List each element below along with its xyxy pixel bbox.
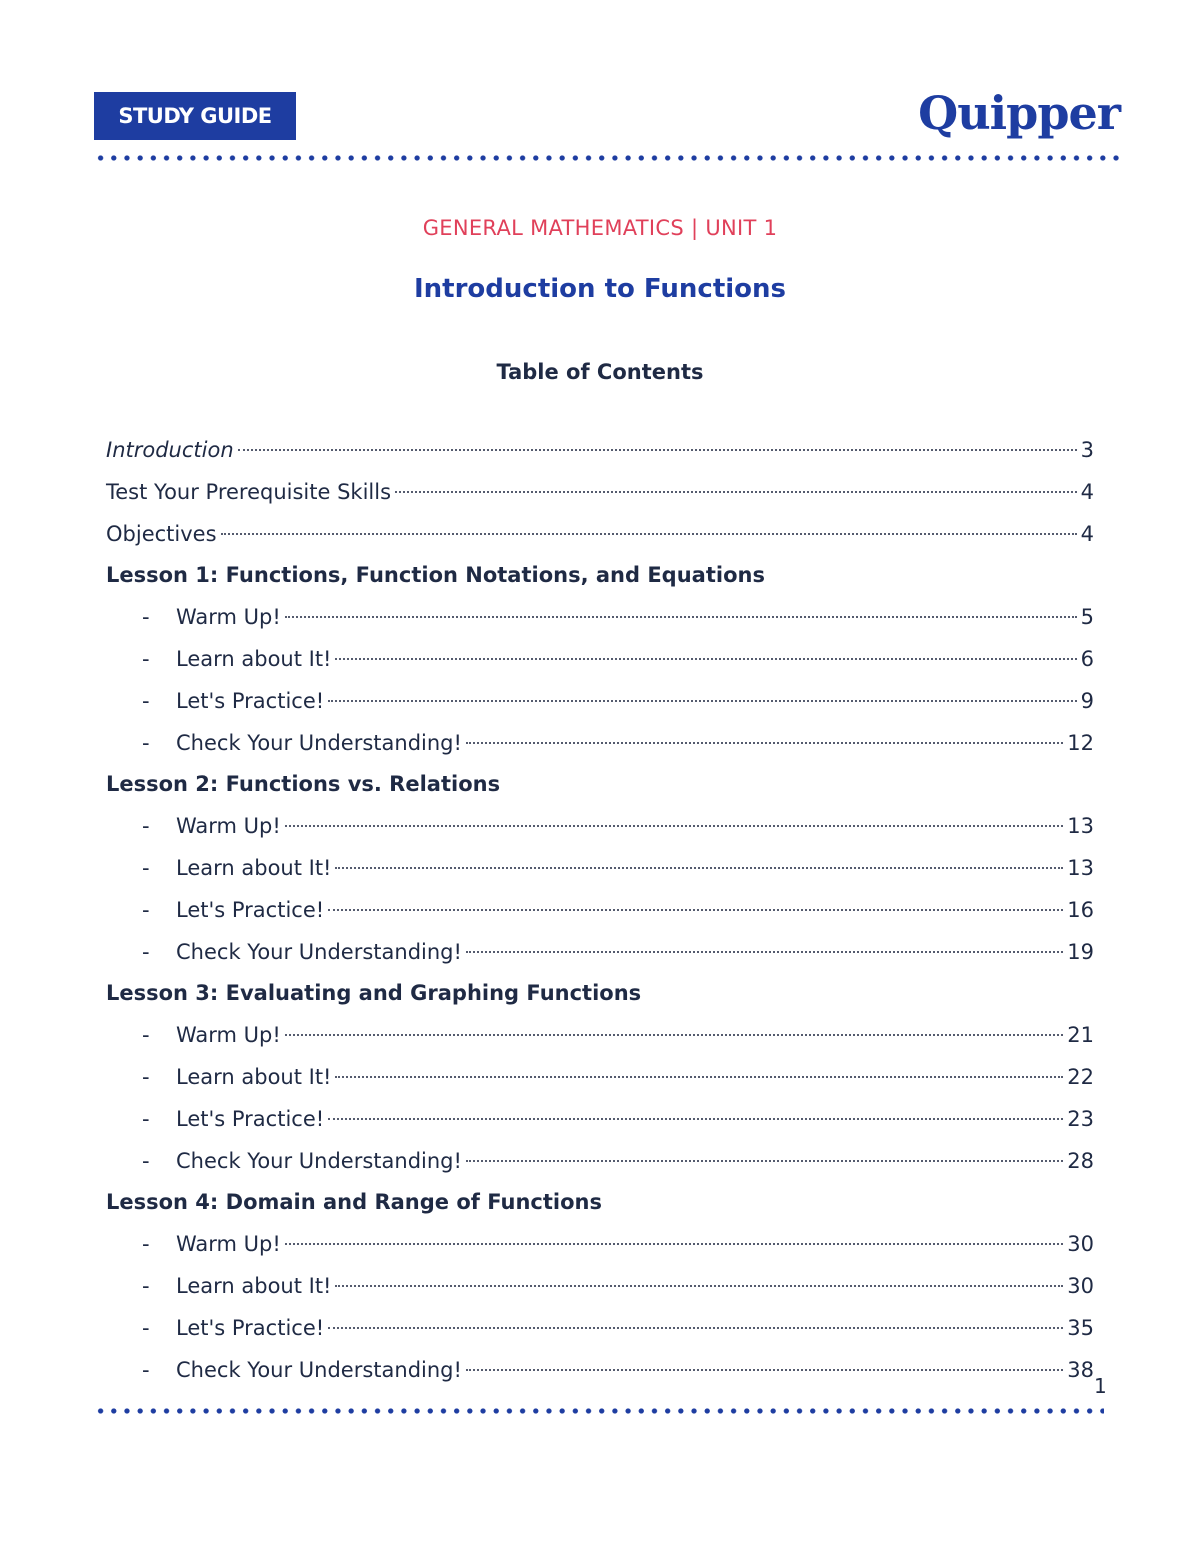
toc-dot-leader bbox=[285, 825, 1063, 827]
toc-entry-dash: - bbox=[142, 1273, 150, 1298]
toc-entry[interactable] bbox=[106, 1350, 1094, 1392]
toc-entry-dash: - bbox=[142, 1357, 150, 1382]
toc-entry[interactable] bbox=[106, 1141, 1094, 1183]
toc-dot-leader bbox=[395, 491, 1077, 493]
toc-dot-leader bbox=[328, 1118, 1063, 1120]
toc-entry-page: 4 bbox=[1080, 479, 1094, 504]
toc-dot-leader bbox=[466, 1369, 1063, 1371]
toc-entry-page: 3 bbox=[1080, 438, 1094, 462]
toc-entry-label: Learn about It! bbox=[176, 855, 332, 880]
toc-dot-leader bbox=[328, 909, 1063, 911]
toc-entry-label: Check Your Understanding! bbox=[176, 939, 462, 964]
toc-lesson-heading[interactable] bbox=[106, 764, 1094, 806]
toc-dot-leader bbox=[335, 658, 1076, 660]
top-dotted-divider bbox=[94, 155, 1124, 161]
toc-entry-dash: - bbox=[142, 855, 150, 880]
toc-entry-label: Introduction bbox=[106, 438, 234, 462]
bottom-dotted-divider bbox=[94, 1408, 1104, 1414]
toc-dot-leader bbox=[238, 449, 1077, 451]
toc-heading: Table of Contents bbox=[496, 360, 704, 384]
toc-entry-label: Warm Up! bbox=[176, 1232, 281, 1257]
toc-entry-page: 28 bbox=[1067, 1148, 1094, 1173]
table-of-contents bbox=[106, 430, 1094, 1391]
toc-entry-label: Let's Practice! bbox=[176, 688, 325, 713]
toc-entry-dash: - bbox=[142, 939, 150, 964]
toc-dot-leader bbox=[328, 700, 1076, 702]
study-guide-badge: STUDY GUIDE bbox=[94, 92, 296, 140]
toc-entry[interactable] bbox=[106, 1099, 1094, 1141]
toc-entry-dash: - bbox=[142, 1232, 150, 1257]
toc-entry-dash: - bbox=[142, 605, 150, 630]
toc-entry-label: Lesson 3: Evaluating and Graphing Functions bbox=[106, 981, 642, 1006]
toc-entry-page: 13 bbox=[1067, 814, 1094, 839]
toc-entry-page: 38 bbox=[1067, 1357, 1094, 1382]
toc-entry-dash: - bbox=[142, 646, 150, 671]
toc-dot-leader bbox=[285, 616, 1077, 618]
toc-entry-page: 16 bbox=[1067, 897, 1094, 922]
toc-entry-dash: - bbox=[142, 897, 150, 922]
toc-entry[interactable] bbox=[106, 597, 1094, 639]
toc-entry-page: 5 bbox=[1080, 605, 1094, 630]
toc-dot-leader bbox=[285, 1243, 1063, 1245]
toc-entry[interactable] bbox=[106, 723, 1094, 765]
toc-entry-dash: - bbox=[142, 688, 150, 713]
toc-entry[interactable] bbox=[106, 1266, 1094, 1308]
toc-dot-leader bbox=[285, 1034, 1063, 1036]
toc-dot-leader bbox=[335, 867, 1063, 869]
toc-dot-leader bbox=[466, 951, 1063, 953]
toc-entry-page: 21 bbox=[1067, 1023, 1094, 1048]
toc-entry[interactable] bbox=[106, 681, 1094, 723]
toc-dot-leader bbox=[466, 1160, 1063, 1162]
toc-entry-label: Test Your Prerequisite Skills bbox=[106, 479, 392, 504]
toc-entry-label: Lesson 2: Functions vs. Relations bbox=[106, 772, 501, 797]
toc-entry[interactable] bbox=[106, 890, 1094, 932]
toc-entry-dash: - bbox=[142, 1023, 150, 1048]
toc-entry-page: 30 bbox=[1067, 1273, 1094, 1298]
toc-entry-page: 19 bbox=[1067, 939, 1094, 964]
toc-entry-dash: - bbox=[142, 1315, 150, 1340]
toc-entry-label: Learn about It! bbox=[176, 1273, 332, 1298]
toc-lesson-heading[interactable] bbox=[106, 1182, 1094, 1224]
toc-entry-label: Learn about It! bbox=[176, 646, 332, 671]
toc-entry[interactable] bbox=[106, 1308, 1094, 1350]
toc-entry-label: Check Your Understanding! bbox=[176, 1357, 462, 1382]
toc-entry-page: 12 bbox=[1067, 730, 1094, 755]
toc-entry[interactable] bbox=[106, 1224, 1094, 1266]
toc-entry-page: 35 bbox=[1067, 1315, 1094, 1340]
toc-dot-leader bbox=[466, 742, 1063, 744]
toc-entry-page: 4 bbox=[1080, 521, 1094, 546]
toc-entry-label: Check Your Understanding! bbox=[176, 1148, 462, 1173]
toc-entry[interactable] bbox=[106, 1015, 1094, 1057]
toc-dot-leader bbox=[335, 1285, 1063, 1287]
toc-entry[interactable] bbox=[106, 430, 1094, 472]
toc-entry-page: 9 bbox=[1080, 688, 1094, 713]
toc-entry-page: 22 bbox=[1067, 1064, 1094, 1089]
toc-entry-page: 6 bbox=[1080, 646, 1094, 671]
toc-entry-label: Let's Practice! bbox=[176, 897, 325, 922]
toc-entry-label: Check Your Understanding! bbox=[176, 730, 462, 755]
toc-dot-leader bbox=[328, 1327, 1063, 1329]
toc-entry[interactable] bbox=[106, 1057, 1094, 1099]
toc-entry-page: 30 bbox=[1067, 1232, 1094, 1257]
toc-entry[interactable] bbox=[106, 514, 1094, 556]
toc-entry-dash: - bbox=[142, 1106, 150, 1131]
toc-entry-label: Learn about It! bbox=[176, 1064, 332, 1089]
toc-entry-label: Let's Practice! bbox=[176, 1315, 325, 1340]
toc-entry-label: Lesson 1: Functions, Function Notations, and Equations bbox=[106, 563, 765, 588]
quipper-logo: Quipper bbox=[918, 86, 1120, 140]
toc-entry-label: Warm Up! bbox=[176, 605, 281, 630]
toc-entry-label: Lesson 4: Domain and Range of Functions bbox=[106, 1190, 602, 1215]
document-title: Introduction to Functions bbox=[413, 274, 787, 304]
toc-entry[interactable] bbox=[106, 806, 1094, 848]
subject-heading: GENERAL MATHEMATICS | UNIT 1 bbox=[422, 216, 778, 240]
toc-dot-leader bbox=[335, 1076, 1063, 1078]
toc-lesson-heading[interactable] bbox=[106, 555, 1094, 597]
toc-entry[interactable] bbox=[106, 472, 1094, 514]
toc-dot-leader bbox=[221, 533, 1077, 535]
toc-entry-page: 23 bbox=[1067, 1106, 1094, 1131]
toc-entry[interactable] bbox=[106, 848, 1094, 890]
toc-entry-page: 13 bbox=[1067, 855, 1094, 880]
page-number: 1 bbox=[1094, 1374, 1107, 1398]
toc-entry[interactable] bbox=[106, 932, 1094, 974]
toc-entry-label: Let's Practice! bbox=[176, 1106, 325, 1131]
toc-entry-label: Objectives bbox=[106, 521, 217, 546]
toc-entry-dash: - bbox=[142, 814, 150, 839]
toc-entry-label: Warm Up! bbox=[176, 1023, 281, 1048]
toc-entry-dash: - bbox=[142, 1148, 150, 1173]
toc-entry[interactable] bbox=[106, 639, 1094, 681]
toc-lesson-heading[interactable] bbox=[106, 973, 1094, 1015]
toc-entry-dash: - bbox=[142, 1064, 150, 1089]
toc-entry-dash: - bbox=[142, 730, 150, 755]
toc-entry-label: Warm Up! bbox=[176, 814, 281, 839]
